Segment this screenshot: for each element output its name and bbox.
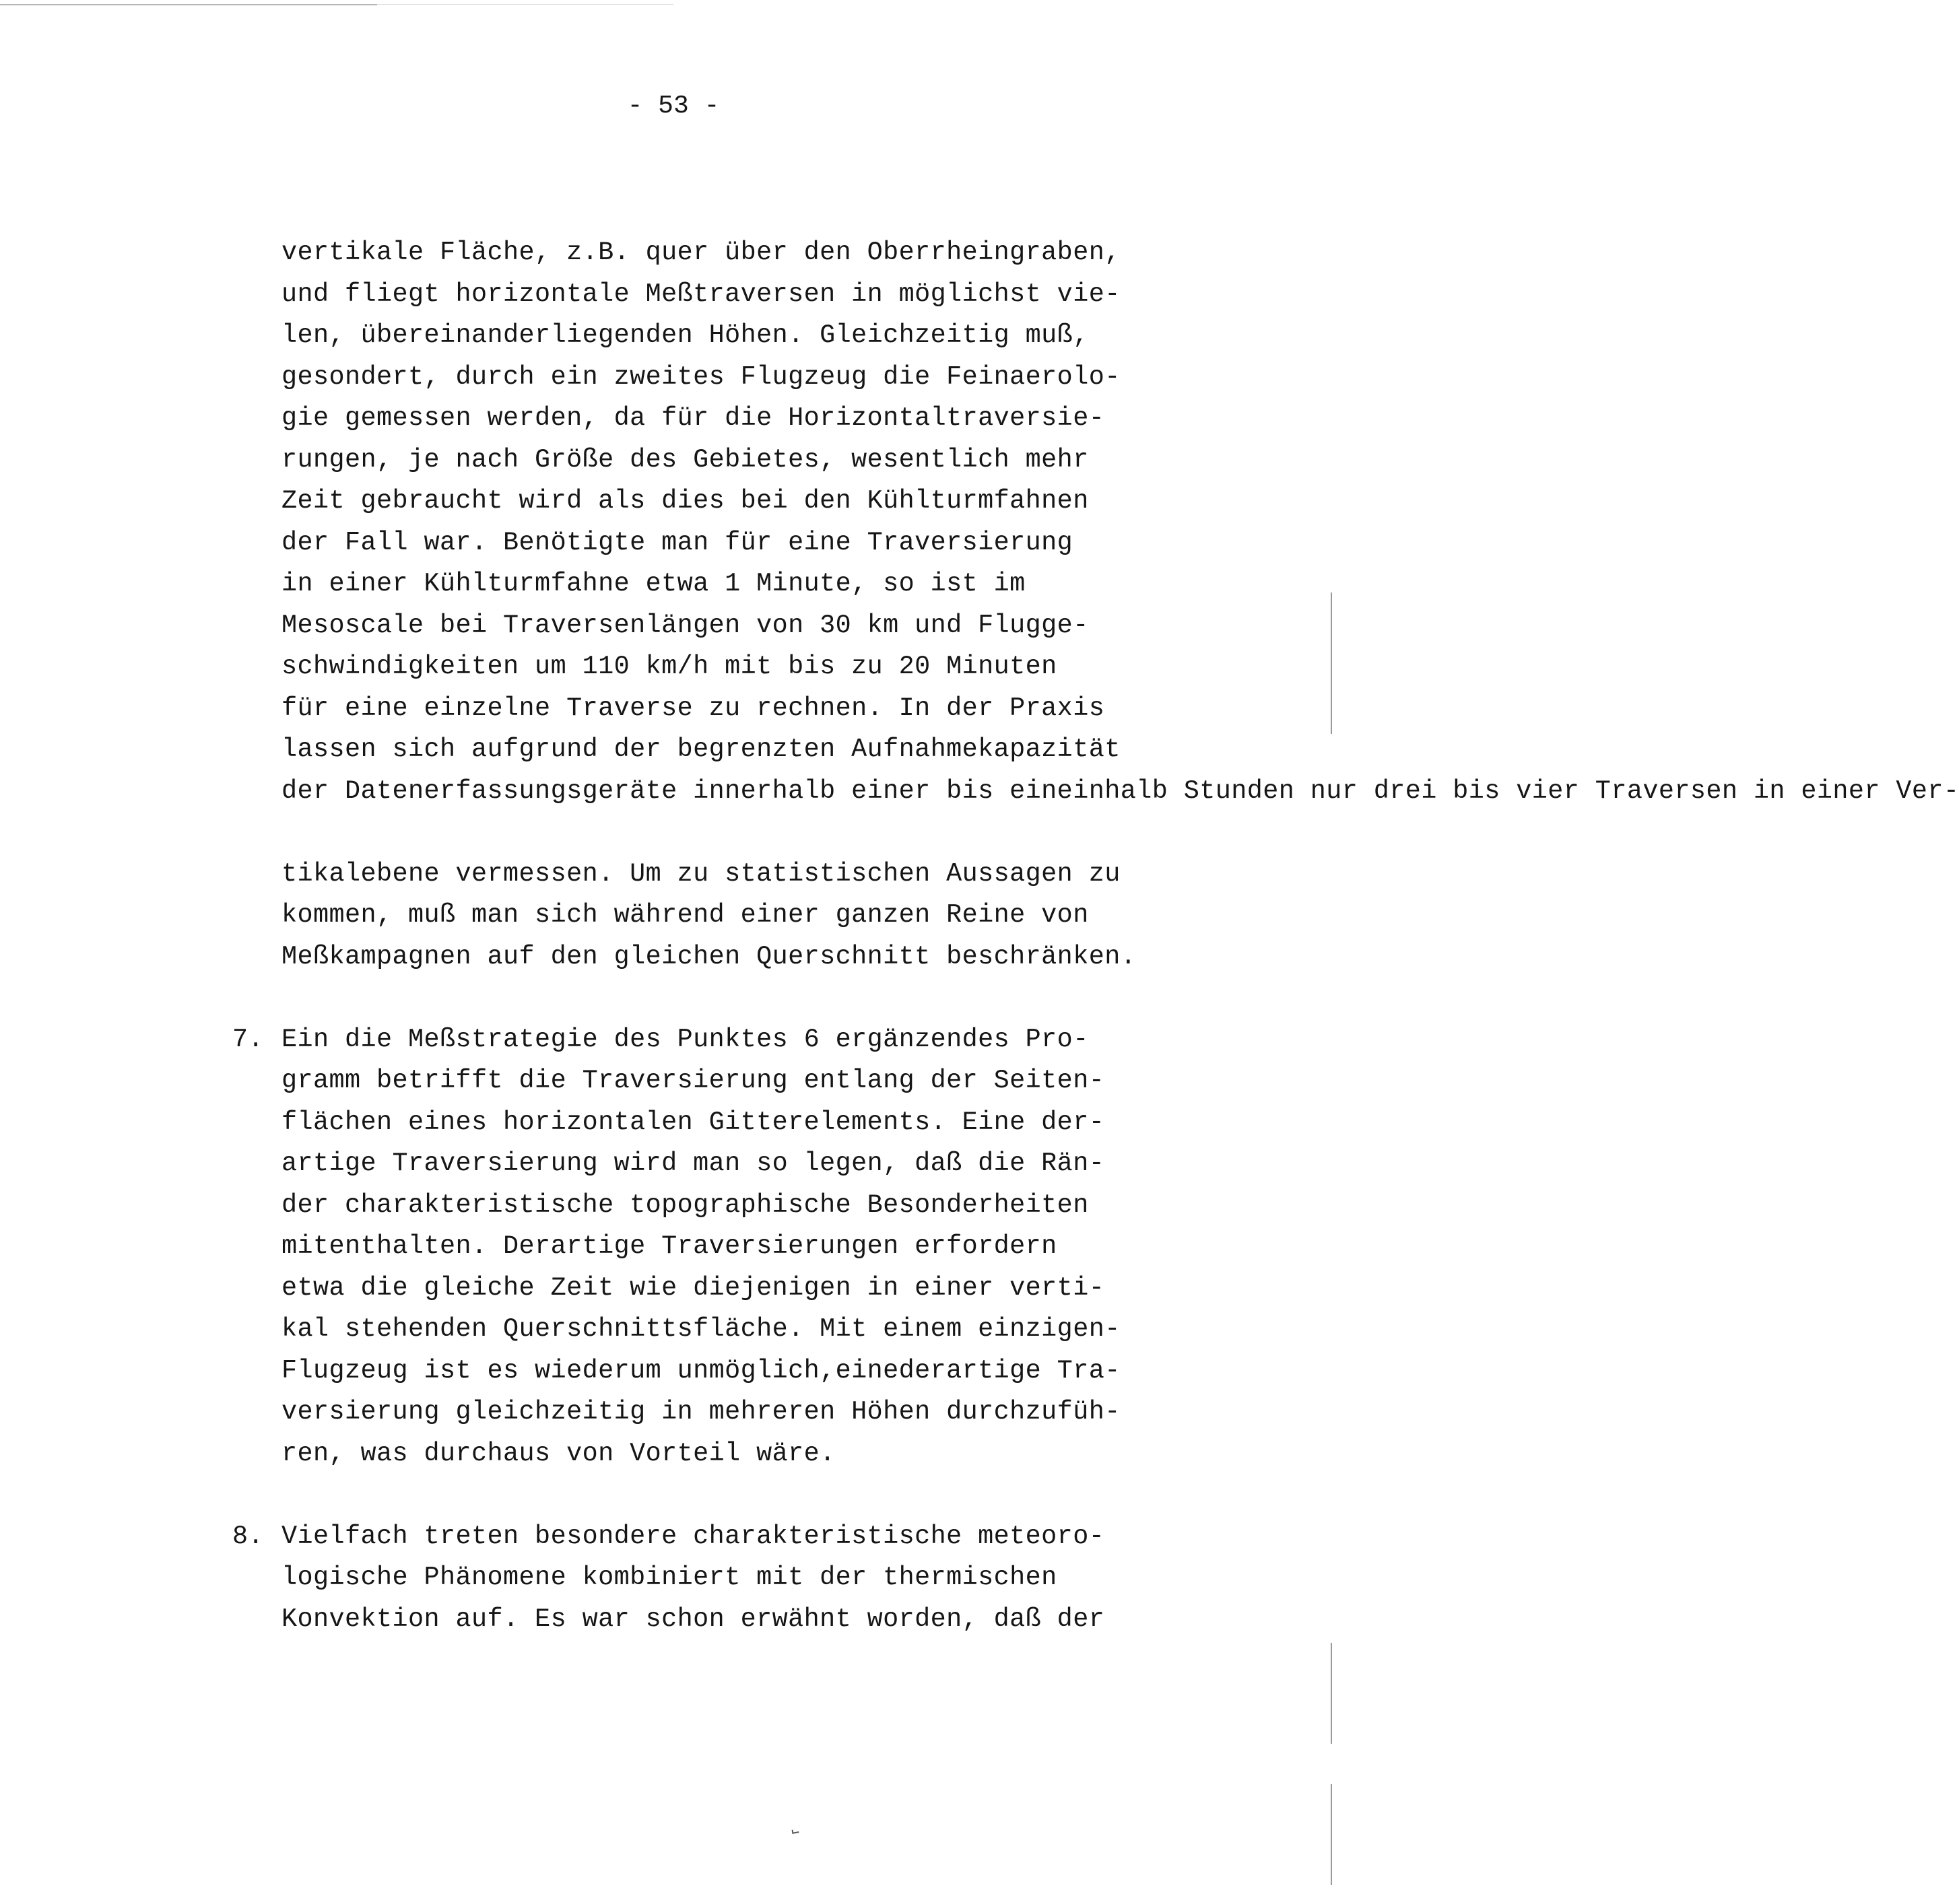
text-line: tikalebene vermessen. Um zu statistischen Aussagen zu [281, 859, 1121, 889]
text-line: und fliegt horizontale Meßtraversen in möglichst vie- [281, 279, 1121, 309]
text-line: etwa die gleiche Zeit wie diejenigen in einer verti- [281, 1273, 1105, 1303]
text-line: der Datenerfassungsgeräte innerhalb einer bis eineinhalb Stunden nur drei bis vier Traversen in einer Ver- [281, 776, 1959, 806]
text-line: Ein die Meßstrategie des Punktes 6 ergänzendes Pro- [281, 1025, 1089, 1054]
text-line: gie gemessen werden, da für die Horizontaltraversie- [281, 403, 1105, 433]
text-line: vertikale Fläche, z.B. quer über den Oberrheingraben, [281, 238, 1121, 267]
text-line: versierung gleichzeitig in mehreren Höhen durchzufüh- [281, 1397, 1121, 1427]
text-line: len, übereinanderliegenden Höhen. Gleichzeitig muß, [281, 320, 1089, 350]
text-line: kal stehenden Querschnittsfläche. Mit einem einzigen- [281, 1314, 1121, 1344]
text-line: der charakteristische topographische Besonderheiten [281, 1190, 1089, 1220]
scan-edge-line [377, 4, 673, 5]
scan-speck [792, 1829, 799, 1834]
page-number: - 53 - [627, 92, 720, 121]
text-line: Flugzeug ist es wiederum unmöglich,einederartige Tra- [281, 1356, 1121, 1386]
text-line: Konvektion auf. Es war schon erwähnt worden, daß der [281, 1604, 1105, 1634]
text-line: Meßkampagnen auf den gleichen Querschnitt beschränken. [281, 942, 1137, 972]
text-line: kommen, muß man sich während einer ganzen Reine von [281, 900, 1089, 930]
list-marker: 8. [232, 1522, 264, 1551]
list-marker: 7. [232, 1025, 264, 1054]
text-line: flächen eines horizontalen Gitterelements. Eine der- [281, 1108, 1105, 1137]
text-line: rungen, je nach Größe des Gebietes, wesentlich mehr [281, 445, 1089, 475]
text-line: in einer Kühlturmfahne etwa 1 Minute, so ist im [281, 569, 1026, 599]
text-line: gramm betrifft die Traversierung entlang der Seiten- [281, 1066, 1105, 1095]
text-line: ren, was durchaus von Vorteil wäre. [281, 1439, 836, 1468]
scan-edge-mark [1331, 1643, 1332, 1744]
scan-edge-line [0, 4, 377, 5]
text-line: für eine einzelne Traverse zu rechnen. In der Praxis [281, 693, 1105, 723]
text-line: der Fall war. Benötigte man für eine Traversierung [281, 528, 1073, 557]
text-line: schwindigkeiten um 110 km/h mit bis zu 20 Minuten [281, 652, 1057, 681]
text-line: artige Traversierung wird man so legen, daß die Rän- [281, 1149, 1105, 1178]
text-line: mitenthalten. Derartige Traversierungen erfordern [281, 1231, 1057, 1261]
text-line: gesondert, durch ein zweites Flugzeug die Feinaerolo- [281, 362, 1121, 392]
text-line: Zeit gebraucht wird als dies bei den Kühlturmfahnen [281, 486, 1089, 516]
scan-edge-mark [1331, 1784, 1332, 1885]
text-line: logische Phänomene kombiniert mit der thermischen [281, 1563, 1057, 1592]
text-line: lassen sich aufgrund der begrenzten Aufnahmekapazität [281, 735, 1121, 764]
text-line: Mesoscale bei Traversenlängen von 30 km und Flugge- [281, 611, 1089, 640]
scan-edge-mark [1331, 592, 1332, 734]
text-line: Vielfach treten besondere charakteristische meteoro- [281, 1522, 1105, 1551]
